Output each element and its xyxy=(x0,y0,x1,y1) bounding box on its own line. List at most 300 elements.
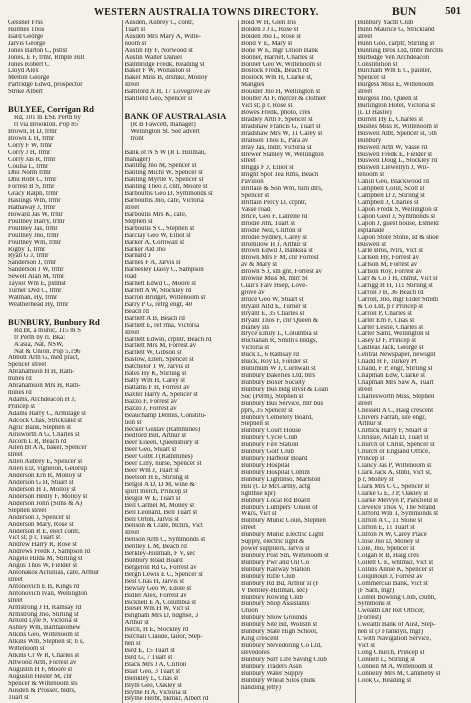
directory-entry: Becker Gustav (Rathmines) xyxy=(124,426,200,433)
directory-entry: Bird G, 7 Tuart st xyxy=(124,654,173,661)
directory-entry: Brown Edwd J, Banksia st xyxy=(241,248,313,255)
directory-entry: fr Perth by rl. Bka: xyxy=(14,334,66,341)
directory-entry: Isard George xyxy=(8,33,44,40)
directory-entry: Baker Miss B, drsmkr, Molloy xyxy=(124,75,208,82)
directory-entry: Clifton N W, Carey Place xyxy=(357,532,427,539)
directory-entry: Ausden & Prosser, bldrs, xyxy=(8,687,76,694)
directory-entry: Birchall Claude, tailor, Step- xyxy=(124,634,203,641)
directory-entry: Barboutis S C, Stephen st xyxy=(124,225,195,232)
directory-entry: Bunbury Cemetery Board, xyxy=(241,414,313,421)
directory-entry: A'asia, Nat, NSW, xyxy=(14,341,64,348)
directory-entry: Coulsa L, frmr xyxy=(8,163,49,170)
page-header xyxy=(8,6,467,20)
directory-entry: Sanderson J W, frmr xyxy=(8,267,64,274)
directory-entry: Anderson H T, Molloy st xyxy=(8,486,76,493)
town-heading: BANK OF AUSTRALASIA xyxy=(124,110,227,121)
directory-entry: Barnesley Daisy C, Sampson xyxy=(124,267,204,274)
directory-entry: Bunbury Munic Electric Light xyxy=(241,532,324,539)
directory-entry: Burgess Miss E, Wittenoom xyxy=(357,82,434,89)
directory-entry: Vict st; p r, Tuart st xyxy=(8,535,61,542)
directory-entry: Blaney sts xyxy=(241,324,270,331)
directory-entry: Close Jno D, Money st xyxy=(357,539,420,546)
directory-entry: Andrews Fredk J, Sampson rd xyxy=(8,549,91,556)
directory-entry: Bunbury Lightinso, Marlston xyxy=(241,476,321,483)
directory-entry: Banting Theo J, cntr, Moore st xyxy=(124,184,208,191)
directory-entry: Carrigg H H, 111 Stirling st xyxy=(357,283,433,290)
directory-entry: Buswell Fredk E, Fielder st xyxy=(357,151,433,158)
directory-entry: Bergh Lewis E C, Spencer st xyxy=(124,571,203,578)
directory-entry: Spencer st xyxy=(241,193,270,200)
directory-entry: Bryce Emily L, Columbia st xyxy=(241,331,318,338)
directory-entry: Casey D F, Princep st xyxy=(357,338,417,345)
directory-entry: Connell L, Stirling st xyxy=(357,656,415,663)
directory-entry: Branson Thos E, Para av xyxy=(241,137,309,144)
directory-entry: Chadd H F, Turkey Pt xyxy=(357,359,417,366)
directory-entry: Abbott Arth G, med pract, xyxy=(8,355,80,362)
directory-entry: Browne Miss M, mlrr St xyxy=(241,276,308,283)
directory-entry: Strike Albert xyxy=(8,89,43,96)
directory-entry: Gracy Ralph, frmr xyxy=(8,191,59,198)
directory-entry: street xyxy=(8,576,23,583)
directory-entry: Abrahamson Mrs H, Rath- xyxy=(8,383,81,390)
directory-entry: Vict st xyxy=(357,642,376,649)
directory-entry: Chapman Mrs Saw A, Tuart xyxy=(357,379,434,386)
directory-entry: street xyxy=(357,386,373,393)
directory-entry: Angus Thos W, Fielder st xyxy=(8,563,78,570)
directory-entry: Ashley Wm, Barthalomew xyxy=(8,625,81,632)
directory-entry: Adams, Archdeacon H J, xyxy=(8,396,76,403)
directory-entry: Hathaway J, frmr xyxy=(8,205,56,212)
directory-entry: Beer Wm J, Tuart st xyxy=(124,468,179,475)
directory-entry: Bunbury Munic Coun, Stephen xyxy=(241,518,326,525)
directory-entry: esplanade xyxy=(357,227,385,234)
directory-entry: Bunbury Show Grounds xyxy=(241,615,308,622)
directory-entry: Bastow, Ellen, Spencer st xyxy=(124,357,194,364)
directory-entry: Clevelce Thos V, The Strand xyxy=(357,504,436,511)
directory-entry: Banting Jno M, Spencer st xyxy=(124,163,197,170)
directory-entry: Bradshaw Mrs W, 11 Carey st xyxy=(241,130,323,137)
directory-entry: Taylor Wm E, pstmst xyxy=(8,281,66,288)
directory-entry: Atkins Geo, Wittenoom st xyxy=(8,632,79,639)
spacer xyxy=(125,143,235,150)
directory-entry: Biesel Wm H W, Vict st xyxy=(124,606,190,613)
directory-entry: Bunbury Pwr and Oil Co xyxy=(241,559,309,566)
directory-entry: (L D Hastie) xyxy=(357,109,392,116)
directory-entry: Carlson M, Forrest av xyxy=(357,262,418,269)
directory-entry: Bunbury Rifle Club xyxy=(241,573,295,580)
directory-entry: Baxter Harry A, Spencer st xyxy=(124,391,198,398)
directory-entry: Ausden Mrs Mary A, Witte- xyxy=(124,33,201,40)
directory-entry: Belgol A D, D M, wine & xyxy=(124,481,195,488)
directory-entry: Cole, Jno, Spencer st xyxy=(357,546,415,553)
directory-entry: Bidler Alex, Forrest av xyxy=(124,592,187,599)
directory-entry: Carter Ern F, Chas st xyxy=(357,317,415,324)
directory-entry: Bicknell E A, Columbia st xyxy=(124,599,197,606)
directory-entry: street xyxy=(357,33,373,40)
directory-entry: Vict st; p r, Rose st xyxy=(241,103,293,110)
directory-entry: Burrell Hy E, Charles st xyxy=(357,116,424,123)
directory-entry: Chittick Harry F, Stuart st xyxy=(357,428,428,435)
directory-entry: Bullimum W J, Cornwall st xyxy=(241,366,316,373)
directory-entry: Boulder Jno H, Wellington st xyxy=(241,89,321,96)
directory-entry: Banfield Geo, Spencer st xyxy=(124,96,193,103)
directory-entry: Central Newspaper, newsgnt xyxy=(357,352,436,359)
directory-entry: mines rd xyxy=(8,390,32,397)
directory-entry: Blythe H A, Victoria st xyxy=(124,689,187,696)
directory-entry: Burgess Jno, Queen st xyxy=(357,96,418,103)
directory-entry: Union xyxy=(241,608,258,615)
directory-entry: Bunbury Local Rd Board xyxy=(241,497,310,504)
directory-column-4 xyxy=(355,20,468,703)
directory-entry: Bunbury Surf Life Saving Club xyxy=(241,656,327,663)
directory-entry: Ryan G J, frmr xyxy=(8,253,49,260)
directory-entry: Armstrong J H, Ramsay rd xyxy=(8,604,82,611)
directory-entry: Benson Arth C, Symmonds st xyxy=(124,537,206,544)
town-heading: BUNBURY, Bunbury Rd xyxy=(8,316,100,327)
directory-entry: Banting Michl W, Spencer st xyxy=(124,170,203,177)
directory-entry: Clark Jack A, stnbl, Vict st, xyxy=(357,469,432,476)
directory-entry: Constitution st xyxy=(357,61,398,68)
directory-entry: Sewell Alan M, frmr xyxy=(8,274,65,281)
directory-entry: Arthur st xyxy=(357,421,382,428)
directory-entry: Wellington St. See advert xyxy=(130,128,200,135)
directory-entry: street xyxy=(8,452,23,459)
directory-entry: Benson & Crate, btchrs, Vict xyxy=(124,523,203,530)
directory-entry: Banting Myrtle V, Spencer st xyxy=(124,177,204,184)
directory-entry: Bromilow H J, Arthur st xyxy=(241,241,307,248)
directory-entry: spirit merch, Princep st xyxy=(124,488,188,495)
directory-entry: manager) xyxy=(124,156,151,163)
directory-entry: Brittain & Son Wm, furn dlrs, xyxy=(241,186,323,193)
directory-entry: Carter Saml, Wellington st xyxy=(357,331,430,338)
directory-entry: Carroll, Jno, mgr Elder Smith xyxy=(357,296,439,303)
directory-entry: Anderson J, Spencer st xyxy=(8,514,71,521)
directory-entry: Arnold Lyle S, Victoria st xyxy=(8,618,78,625)
directory-entry: Beer Geo, Stuart st xyxy=(124,447,177,454)
directory-entry: tenoom st xyxy=(357,172,385,179)
directory-entry: Wittenoom st xyxy=(8,646,45,653)
directory-entry: Poultney Harry, frmr xyxy=(8,218,65,225)
directory-entry: Bunbury Site Bd, Wollstn st xyxy=(241,622,318,629)
directory-entry: Clifford Wm T, Symmonds st xyxy=(357,511,439,518)
directory-entry: Brown L H, frmr xyxy=(8,135,55,142)
directory-entry: Bone W E, mgr Union Bank xyxy=(241,47,319,54)
directory-entry: Bank of N S W (R L Hillman, xyxy=(124,149,206,156)
directory-entry: Bunbury Cycle Club xyxy=(241,435,298,442)
directory-entry: Bunbury Bus Bdg Invst & Loan xyxy=(241,386,329,393)
directory-entry: Soc (Perm), Stephen st xyxy=(241,393,304,400)
directory-entry: street xyxy=(124,82,140,89)
directory-entry: Brown, H D, frmr xyxy=(8,128,57,135)
directory-entry: Hill (C D McCarthy, actg xyxy=(241,483,311,490)
directory-entry: Andrew Harry R, Rose st xyxy=(8,542,77,549)
directory-entry: Brodie Sydney, Carey st xyxy=(241,234,308,241)
directory-entry: Alcorn L R, Beach rd xyxy=(8,438,67,445)
directory-entry: Symmons st xyxy=(357,601,391,608)
directory-entry: Bunbury Wheat Silos (bulk xyxy=(241,677,316,684)
directory-entry: Adams Harry C, Armitage st xyxy=(8,410,86,417)
directory-entry: Bainbridge Fredk, Reading st xyxy=(124,61,205,68)
directory-entry: Bingham Mrs D, hdghse, 3 xyxy=(124,613,199,620)
directory-entry: Bunbury Water Supply xyxy=(241,670,304,677)
directory-entry: Bunbury Hospital Comm xyxy=(241,469,310,476)
directory-entry: Capon J, guest house, Esmeld xyxy=(357,220,439,227)
directory-entry: Brewer Stanley W, Wellington xyxy=(241,151,324,158)
directory-entry: Bunbury Shop Assistants' xyxy=(241,601,311,608)
directory-entry: Tuart st xyxy=(8,694,29,701)
directory-entry: Birch, H E, Stockley rd xyxy=(124,627,189,634)
directory-entry: street xyxy=(241,158,256,165)
directory-entry: Bostock Fredk, Beach rd xyxy=(241,68,309,75)
directory-entry: handling jetty) xyxy=(241,684,281,691)
directory-entry: Anderson Mary, Rose st xyxy=(8,521,74,528)
directory-entry: Bunn Geo, carptr, Stirling st xyxy=(357,40,435,47)
directory-entry: Carter Leslie, Charles st xyxy=(357,324,424,331)
directory-entry: Bradshaw Francis G, Tuart st xyxy=(241,123,321,130)
directory-entry: Turner Dvd C, frmr xyxy=(8,288,62,295)
directory-entry: Supply, electric light & xyxy=(241,539,305,546)
directory-entry: Briggs F J, Elliot st xyxy=(241,165,294,172)
directory-entry: Bazzo F, Forrest av xyxy=(124,398,178,405)
directory-entry: Bond V E, Mary st xyxy=(241,40,293,47)
directory-entry: Beach rd xyxy=(124,308,149,315)
directory-entry: Chrissie, Allan D, Tuart st xyxy=(357,435,429,442)
directory-entry: Mangles xyxy=(241,82,265,89)
directory-entry: Bunbury Traders Assn xyxy=(241,663,302,670)
directory-entry: Bartlett A B, Beach rd xyxy=(124,315,185,322)
directory-entry: Jarvis George xyxy=(8,40,46,47)
directory-entry: Bamford A H, 17 Lovegrove av xyxy=(124,89,211,96)
directory-entry: Poultney Wm, frmr xyxy=(8,239,61,246)
directory-entry: Clarke G E, J P, Oakley st xyxy=(357,490,429,497)
directory-entry: Batchelor T W, Jarvis st xyxy=(124,364,190,371)
directory-entry: Collins Annie K, Spencer st xyxy=(357,566,434,573)
directory-entry: Forrest B S, frmr xyxy=(8,184,55,191)
directory-entry: Barry P G, refrg engr, 40 xyxy=(124,301,192,308)
directory-entry: Bunbury Fire Station xyxy=(241,442,299,449)
directory-entry: Spencer & Wittenoom sts xyxy=(8,680,78,687)
directory-entry: Corry Jas R, frmr xyxy=(8,156,56,163)
directory-entry: Wkrs, Vict st xyxy=(241,511,277,518)
directory-entry: Clark Mrs C C, Spencer st xyxy=(357,483,430,490)
directory-entry: Buswell Llewellyn J, Wit- xyxy=(357,165,429,172)
directory-entry: Cook G, Reading st xyxy=(357,677,412,684)
directory-title: WESTERN AUSTRALIA TOWNS DIRECTORY. xyxy=(94,7,319,18)
spacer xyxy=(125,103,235,110)
directory-entry: Bushes Miss R, Wittenoom st xyxy=(357,123,439,130)
directory-entry: Clifton E, 11 Tuart st xyxy=(357,525,415,532)
directory-entry: Barclay Geo W, Elliot st xyxy=(124,232,191,239)
directory-entry: Chapman Edw, Clarke st xyxy=(357,373,426,380)
directory-entry: Bunbury Lumpers' Union of xyxy=(241,504,318,511)
directory-entry: Bunn Maurice G, Strickland xyxy=(357,26,435,33)
directory-entry: hen st xyxy=(124,641,141,648)
directory-entry: Brown S J, sm gnr, Forrest av xyxy=(241,269,322,276)
directory-entry: Barboutis Mrs K, cafe, xyxy=(124,211,187,218)
directory-entry: Vasse road xyxy=(241,206,271,213)
directory-entry: Cahill Geo, Blackwood rd xyxy=(357,179,429,186)
directory-entry: Clancy Jas P, Wittenoom st xyxy=(357,463,432,469)
directory-entry: Chivers Farrah, site engr, xyxy=(357,414,427,421)
directory-entry: Tuart st xyxy=(124,26,146,33)
directory-entry: street xyxy=(241,525,256,532)
directory-entry: Castleas Jack, George st xyxy=(357,345,424,352)
directory-entry: Jones Barton C, pstlst xyxy=(8,47,68,54)
directory-entry: Jones, E F, frmr, Rmpte Hill xyxy=(8,54,85,61)
directory-entry: Blenkley L, Chas st xyxy=(124,675,179,682)
directory-entry: Gessner Frss xyxy=(8,20,43,26)
directory-entry: Brodie Jim, Tuart st xyxy=(241,220,296,227)
directory-entry: Bunbury Boxer Society xyxy=(241,379,306,386)
directory-entry: noom st xyxy=(124,40,147,47)
directory-entry: Barnett Edwd C, Moore st xyxy=(124,281,197,288)
directory-entry: Bostock Wm H, Clarke st, xyxy=(241,75,313,82)
directory-entry: Corry J H, frmr xyxy=(8,149,51,156)
directory-entry: Beetson H E, Stirling st xyxy=(124,474,189,481)
directory-entry: Brodie Neil, Clifton st xyxy=(241,227,302,234)
directory-entry: Anderson Ern R, Molloy st xyxy=(8,473,82,480)
directory-entry: Bruce Geo W, Stuart st xyxy=(241,296,304,303)
directory-entry: Antonovich Ivan, Wellington xyxy=(8,590,88,597)
directory-entry: Blair Geo, 3 Tuart st xyxy=(124,668,181,675)
directory-entry: Poultney Jas, frmr xyxy=(8,225,58,232)
directory-entry: Chessell A C, Haig crescent xyxy=(357,407,434,414)
directory-entry: Carlson Hy, Forrest av xyxy=(357,255,419,262)
directory-entry: Nat & Union. Pop 5,196 xyxy=(14,348,81,355)
directory-entry: Bird E, 15 Tuart st xyxy=(124,648,175,655)
directory-entry: street xyxy=(8,597,23,604)
directory-entry: av & Mary st xyxy=(241,262,278,269)
directory-entry: Bunbury Golf Club xyxy=(241,449,294,456)
directory-entry: Armstrong Jno, Stirling st xyxy=(8,611,79,618)
directory-entry: road xyxy=(124,274,137,281)
directory-entry: Anderson John (Sims & A) xyxy=(8,500,83,507)
directory-entry: Bartlett Mrs M, Forrest av xyxy=(124,343,197,350)
directory-entry: Melbin George xyxy=(8,75,50,82)
directory-entry: Cong Church, Princep st xyxy=(357,649,425,656)
directory-entry: Bold W H, Glen Iris xyxy=(241,20,297,26)
directory-entry: street xyxy=(124,530,140,537)
directory-entry: V Bentley-Hillman, sec) xyxy=(241,587,308,594)
spacer xyxy=(8,96,118,103)
directory-entry: Capon Geof J, Symmonds st xyxy=(357,213,436,220)
directory-entry: Bunbury Rowing Club xyxy=(241,594,303,601)
directory-entry: Stephen street xyxy=(8,507,47,514)
directory-entry: Anderson Hedly F, Molloy st xyxy=(8,493,88,500)
directory-entry: Bunbury Bakeries Ltd, btrs xyxy=(241,373,315,380)
directory-entry: mines rd xyxy=(8,376,32,383)
directory-entry: Barnes F A, Jarvis st xyxy=(124,260,181,267)
directory-entry: Carlson Roy, Forrest av xyxy=(357,269,423,276)
directory-entry: Carr & Co J H, chmst, Vict st xyxy=(357,276,438,283)
directory-entry: Rd, 101 m ESE Perth by xyxy=(14,115,81,122)
directory-entry: Burcham Wm E C, painter, xyxy=(357,68,432,75)
directory-entry: Connelly Mrs M, Cammeby st xyxy=(357,670,441,677)
directory-entry: Batty Wm H, Carey st xyxy=(124,378,185,385)
directory-columns xyxy=(8,20,467,703)
directory-entry: Bryant E, 35 Charles st xyxy=(241,310,305,317)
directory-entry: Austin Hy F, Norwood st xyxy=(124,47,193,54)
directory-entry: Berkley-Hillman, F V, sec xyxy=(124,551,196,558)
directory-entry: Bell Leonard, Bell Tuart st xyxy=(124,509,198,516)
directory-entry: Barbouttis Geo D, Symmonds st xyxy=(124,191,213,198)
directory-entry: Capon Store Stone, Id & shoe xyxy=(357,234,439,241)
directory-entry: Sanderson J, frmr xyxy=(8,260,57,267)
directory-entry: Princep st xyxy=(8,403,35,410)
directory-entry: street xyxy=(124,329,140,336)
directory-entry: Stephen st xyxy=(124,218,153,225)
directory-entry: Barker A, Cornwall st xyxy=(124,239,185,246)
directory-entry: Barnard J xyxy=(124,253,151,260)
page-number: 501 xyxy=(445,6,461,17)
directory-entry: (Forrest) xyxy=(357,615,382,622)
town-heading: BULYEE, Corrigan Rd xyxy=(8,104,94,115)
directory-entry: Black Mrs J A, Clifton xyxy=(124,661,187,668)
directory-entry: Lloyd Alex xyxy=(8,68,39,75)
directory-entry: Bryant Alfd E, Turner st xyxy=(241,303,307,310)
directory-entry: Bunbury State High School, xyxy=(241,629,318,636)
directory-entry: Cwealth Bank of Aust, Step- xyxy=(357,622,436,629)
directory-entry: (F Sarn, mgr) xyxy=(357,587,395,594)
directory-entry: Carroll J B, 36 Beach rd xyxy=(357,289,424,296)
directory-entry: Bunbury Railway Station xyxy=(241,566,311,573)
directory-entry: Watman, Hy, frmr xyxy=(8,295,58,302)
directory-entry: street xyxy=(124,205,140,212)
directory-entry: Clair's Faiv Hsep, Love- xyxy=(241,283,308,290)
directory-entry: Austin Walter Daniel xyxy=(124,54,182,61)
directory-entry: Bolden J J L, Rose st xyxy=(241,26,299,33)
directory-entry: Anderson G H, Stuart st xyxy=(8,480,74,487)
directory-entry: Rigby T, frmr xyxy=(8,246,46,253)
directory-entry: Bedford Bill, Arthur st xyxy=(124,433,187,440)
directory-entry: Campbell J, Charles st xyxy=(357,199,419,206)
directory-entry: Beer Eileen, Queensbury st xyxy=(124,440,199,447)
directory-entry: Bolden Jno L, Rose st xyxy=(241,33,301,40)
directory-entry: Capon Fredk S, Wellington st xyxy=(357,206,438,213)
directory-entry: Jones Robert C xyxy=(8,61,50,68)
directory-entry: Carle Bros, lvlrs, Vict st xyxy=(357,248,424,255)
directory-entry: Arthur st xyxy=(124,620,149,627)
directory-entry: Blythe Herbt, bkmkr, Albert rd xyxy=(124,696,209,703)
directory-entry: Weatherhead Hy, frmr xyxy=(8,301,69,308)
directory-entry: Allen Bt A A, baker, Spencer xyxy=(8,445,87,452)
directory-entry: Commercial Bank, Vict st xyxy=(357,580,428,587)
directory-entry: Collett C E, whlmkr, Vict st xyxy=(357,559,434,566)
directory-entry: Bell Orton, Jarvis st xyxy=(124,516,179,523)
directory-entry: Connell M A, Wittenoom st xyxy=(357,663,433,670)
directory-entry: Bell Carmel M, Money st xyxy=(124,502,195,509)
directory-entry: Carroll P, Charles st xyxy=(357,310,412,317)
directory-entry: Bunbury Yacht Club xyxy=(357,20,414,26)
directory-entry: Buswell Doug L, Stockley rd xyxy=(357,158,437,165)
directory-entry: grove av xyxy=(241,289,265,296)
directory-entry: p r, Money st xyxy=(357,476,394,483)
directory-entry: Baker F W, Wollaston st xyxy=(124,68,191,75)
directory-entry: Boulter Al F, mercer & clothier xyxy=(241,96,327,103)
directory-entry: Bright Spot Tea Rms, Beach xyxy=(241,172,319,179)
directory-entry: Spencer street xyxy=(8,362,47,369)
directory-entry: Bunbury Hospital xyxy=(241,463,290,469)
directory-entry: Ainsworth A G, Charles st xyxy=(8,431,80,438)
directory-entry: Barron Bridget, Wittenoom st xyxy=(124,295,206,301)
directory-entry: Adcock Chas, Strickland st xyxy=(8,417,82,424)
directory-entry: Atkins Wm, Stephen st; h s, xyxy=(8,639,84,646)
directory-entry: Agric Bank, Stephen st xyxy=(8,424,72,431)
directory-entry: Buswell Arth W, Vasse rd xyxy=(357,144,428,151)
directory-entry: Brown Mrs F M, cnr Forrest xyxy=(241,255,319,262)
directory-entry: Bartlett Edwin, crpntr, Beach rd xyxy=(124,336,212,343)
directory-entry: Attwood Arth, Forrest av xyxy=(8,660,77,667)
